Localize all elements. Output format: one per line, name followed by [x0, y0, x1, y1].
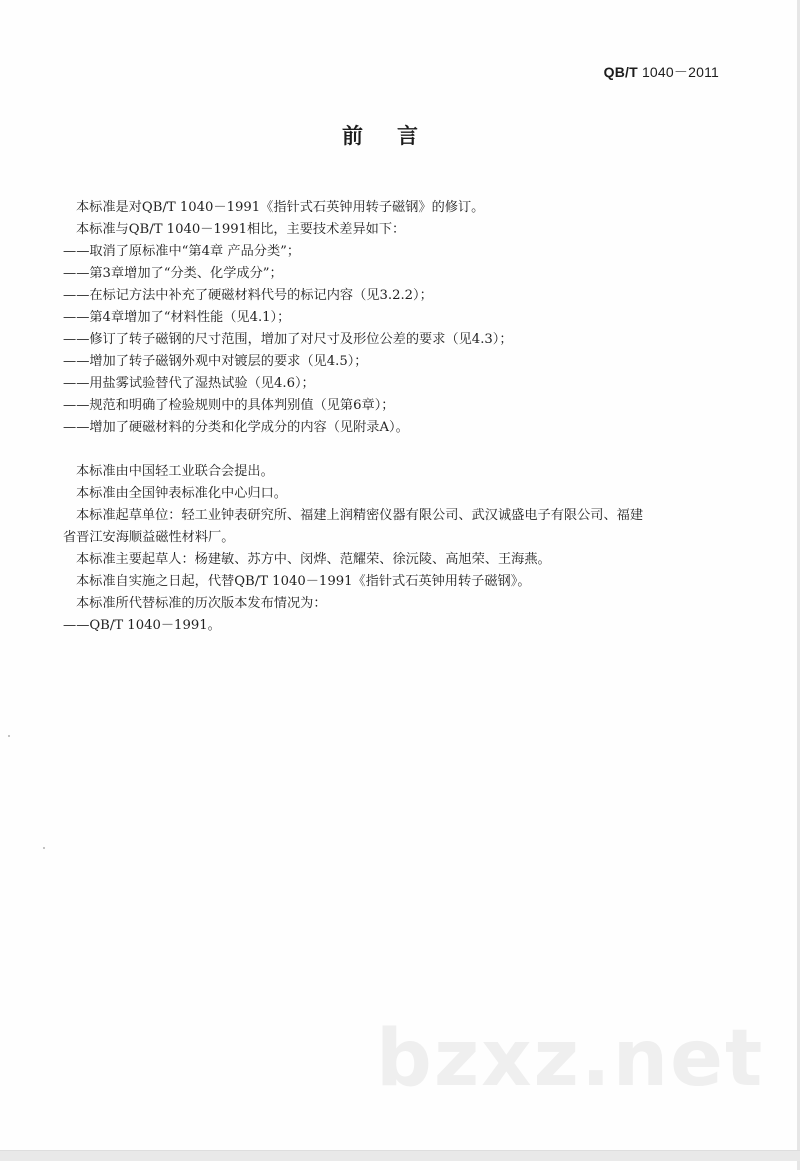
replacement-statement: 本标准自实施之日起，代替QB/T 1040－1991《指针式石英钟用转子磁钢》。: [76, 574, 531, 589]
list-item: ——用盐雾试验替代了湿热试验（见4.6）；: [63, 376, 315, 391]
centralized-by: 本标准由全国钟表标准化中心归口。: [76, 486, 287, 501]
next-page-edge: [0, 1161, 800, 1170]
list-item: ——第3章增加了“分类、化学成分”；: [63, 266, 283, 281]
watermark: bzxz.net: [376, 1014, 765, 1104]
paragraph-spacer: [76, 439, 756, 461]
page-title: 前言: [342, 124, 452, 148]
revision-statement: 本标准是对QB/T 1040－1991《指针式石英钟用转子磁钢》的修订。: [76, 200, 485, 215]
differences-intro: 本标准与QB/T 1040－1991相比，主要技术差异如下：: [76, 222, 406, 237]
differences-list: [63, 241, 756, 439]
list-item: ——第4章增加了“材料性能（见4.1）；: [63, 310, 291, 325]
list-item: ——增加了硬磁材料的分类和化学成分的内容（见附录A）。: [63, 420, 409, 435]
drafting-units-continued: 省晋江安海顺益磁性材料厂。: [63, 530, 235, 545]
main-drafters: 本标准主要起草人：杨建敏、苏方中、闵烨、范耀荣、徐沅陵、高旭荣、王海燕。: [76, 552, 551, 567]
list-item: ——修订了转子磁钢的尺寸范围，增加了对尺寸及形位公差的要求（见4.3）；: [63, 332, 513, 347]
scan-speck: [8, 735, 10, 737]
list-item: ——增加了转子磁钢外观中对镀层的要求（见4.5）；: [63, 354, 368, 369]
standard-code-number: 1040－2011: [637, 64, 719, 80]
standard-code-prefix: QB/T: [603, 64, 638, 80]
drafting-units: 本标准起草单位：轻工业钟表研究所、福建上润精密仪器有限公司、武汉诚盛电子有限公司、福建: [76, 508, 644, 523]
list-item: ——在标记方法中补充了硬磁材料代号的标记内容（见3.2.2）；: [63, 288, 433, 303]
version-history-intro: 本标准所代替标准的历次版本发布情况为：: [76, 596, 327, 611]
scan-speck: [43, 847, 45, 849]
list-item: ——取消了原标准中“第4章 产品分类”；: [63, 244, 301, 259]
foreword-body: [63, 197, 756, 637]
proposed-by: 本标准由中国轻工业联合会提出。: [76, 464, 274, 479]
list-item: ——规范和明确了检验规则中的具体判别值（见第6章）；: [63, 398, 395, 413]
standard-code: [604, 62, 719, 82]
version-history-item: ——QB/T 1040－1991。: [63, 618, 221, 633]
